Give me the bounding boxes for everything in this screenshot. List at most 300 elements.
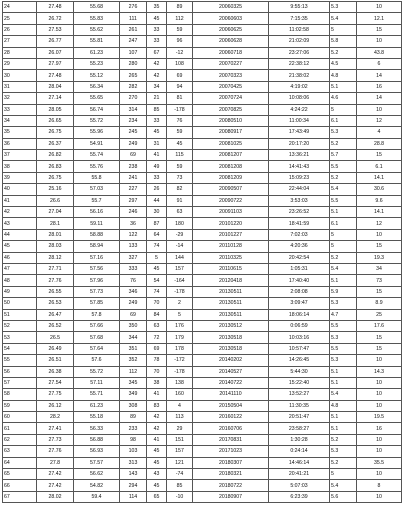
table-cell: 35	[3, 127, 37, 138]
table-cell: 26.75	[37, 172, 74, 183]
table-cell: 11:00:34	[269, 115, 330, 126]
table-cell: 91	[167, 195, 193, 206]
table-cell: 33	[147, 36, 167, 47]
table-cell: 270	[120, 93, 147, 104]
table-cell: 76	[167, 115, 193, 126]
table-cell: 20120418	[193, 275, 269, 286]
table-cell: 20171023	[193, 446, 269, 457]
table-cell: 62	[3, 434, 37, 445]
table-cell: 16	[357, 81, 402, 92]
table-cell: 282	[120, 81, 147, 92]
table-row	[3, 491, 402, 502]
table-cell: 5.5	[330, 343, 357, 354]
table-cell: 57.11	[74, 377, 120, 388]
table-cell: 33	[147, 115, 167, 126]
table-cell: 20070825	[193, 104, 269, 115]
table-cell: 5.5	[330, 195, 357, 206]
table-cell: 5.4	[330, 13, 357, 24]
table-cell: 12.1	[357, 13, 402, 24]
table-cell: 38	[147, 377, 167, 388]
table-cell: 56	[3, 366, 37, 377]
table-cell: 69	[120, 150, 147, 161]
table-cell: 15	[357, 24, 402, 35]
table-cell: 21:38:02	[269, 70, 330, 81]
table-cell: 49	[147, 161, 167, 172]
table-cell: 349	[120, 389, 147, 400]
table-cell: 39	[3, 172, 37, 183]
table-cell: 5.3	[330, 355, 357, 366]
table-cell: 1:05:31	[269, 263, 330, 274]
table-cell: 30	[147, 207, 167, 218]
table-cell: 15:22:40	[269, 377, 330, 388]
table-cell: 98	[120, 434, 147, 445]
table-row	[3, 36, 402, 47]
table-cell: 20080917	[193, 127, 269, 138]
table-cell: 96	[167, 36, 193, 47]
table-cell: 234	[120, 115, 147, 126]
table-cell: 20081208	[193, 161, 269, 172]
table-cell: 26	[3, 24, 37, 35]
table-cell: 45	[147, 480, 167, 491]
table-cell: 26.55	[37, 286, 74, 297]
table-cell: 313	[120, 457, 147, 468]
table-cell: 4:20:36	[269, 241, 330, 252]
table-cell: 294	[120, 480, 147, 491]
table-cell: 15	[357, 332, 402, 343]
table-cell: 5:07:03	[269, 480, 330, 491]
table-cell: 36	[120, 218, 147, 229]
table-cell: 20060325	[193, 2, 269, 13]
table-cell: 55.65	[74, 93, 120, 104]
table-cell: 58	[3, 389, 37, 400]
table-cell: 55.62	[74, 24, 120, 35]
table-cell: 83	[147, 400, 167, 411]
table-cell: 20150504	[193, 400, 269, 411]
table-cell: 4:24:22	[269, 104, 330, 115]
table-cell: 3:09:47	[269, 298, 330, 309]
table-cell: 114	[120, 491, 147, 502]
table-row	[3, 332, 402, 343]
table-cell: 20070227	[193, 58, 269, 69]
table-cell: 26.82	[37, 150, 74, 161]
table-cell: 42	[147, 412, 167, 423]
table-cell: 84	[147, 309, 167, 320]
table-cell: 20140527	[193, 366, 269, 377]
table-cell: 67	[147, 47, 167, 58]
table-cell: 157	[167, 263, 193, 274]
table-cell: 108	[167, 58, 193, 69]
document-page	[2, 1, 401, 512]
table-cell: 28.02	[37, 491, 74, 502]
table-cell: 26.72	[37, 13, 74, 24]
table-cell: 10	[357, 400, 402, 411]
table-cell: 115	[167, 150, 193, 161]
table-cell: 57.64	[74, 343, 120, 354]
table-cell: 57.03	[74, 184, 120, 195]
table-cell: 45	[3, 241, 37, 252]
table-cell: 59.11	[74, 218, 120, 229]
table-cell: 280	[120, 58, 147, 69]
table-cell: 44	[3, 229, 37, 240]
table-cell: 20090507	[193, 184, 269, 195]
table-cell: 2:08:08	[269, 286, 330, 297]
table-cell: 5.3	[330, 2, 357, 13]
table-cell: 20:42:54	[269, 252, 330, 263]
table-cell: 241	[120, 172, 147, 183]
table-cell: 233	[120, 423, 147, 434]
table-cell: 5.3	[330, 298, 357, 309]
table-cell: 5.2	[330, 434, 357, 445]
table-cell: 43	[3, 218, 37, 229]
table-cell: 55	[3, 355, 37, 366]
table-cell: 20060603	[193, 13, 269, 24]
table-cell: 122	[120, 229, 147, 240]
table-cell: 27.41	[37, 423, 74, 434]
table-row	[3, 343, 402, 354]
table-row	[3, 263, 402, 274]
table-body	[3, 2, 402, 503]
table-cell: 314	[120, 104, 147, 115]
table-cell: 5	[330, 24, 357, 35]
table-cell: 5.9	[330, 286, 357, 297]
table-cell: 58.88	[74, 229, 120, 240]
table-cell: 5.6	[330, 491, 357, 502]
table-cell: 41	[3, 195, 37, 206]
table-row	[3, 241, 402, 252]
table-row	[3, 150, 402, 161]
table-cell: 308	[120, 400, 147, 411]
table-cell: 5.4	[330, 480, 357, 491]
table-cell: 5.1	[330, 423, 357, 434]
table-cell: 20110615	[193, 263, 269, 274]
table-cell: 55.8	[74, 172, 120, 183]
table-cell: 20180307	[193, 457, 269, 468]
table-cell: 5.2	[330, 457, 357, 468]
table-cell: 27.76	[37, 275, 74, 286]
table-row	[3, 127, 402, 138]
table-cell: 41	[147, 434, 167, 445]
table-cell: -164	[167, 275, 193, 286]
table-row	[3, 13, 402, 24]
table-cell: 55.23	[74, 58, 120, 69]
table-cell: 61	[3, 423, 37, 434]
table-cell: 42	[147, 423, 167, 434]
table-row	[3, 366, 402, 377]
table-row	[3, 93, 402, 104]
table-cell: 5	[330, 229, 357, 240]
table-cell: 57.68	[74, 332, 120, 343]
table-cell: -172	[167, 355, 193, 366]
table-cell: 10	[357, 377, 402, 388]
table-cell: 57	[3, 377, 37, 388]
table-cell: 10	[357, 104, 402, 115]
table-cell: 72	[147, 332, 167, 343]
table-cell: 67	[3, 491, 37, 502]
table-cell: 10	[357, 36, 402, 47]
table-cell: 16	[357, 423, 402, 434]
table-cell: 63	[3, 446, 37, 457]
table-cell: 85	[167, 480, 193, 491]
table-cell: 10	[357, 469, 402, 480]
table-cell: 333	[120, 263, 147, 274]
table-cell: 111	[120, 13, 147, 24]
table-cell: 1:30:28	[269, 434, 330, 445]
table-cell: 5.5	[330, 161, 357, 172]
table-cell: 89	[120, 412, 147, 423]
table-cell: 5	[330, 104, 357, 115]
table-row	[3, 218, 402, 229]
table-cell: 33	[147, 172, 167, 183]
table-cell: 20180722	[193, 480, 269, 491]
table-row	[3, 172, 402, 183]
table-cell: 27.04	[37, 207, 74, 218]
table-row	[3, 412, 402, 423]
table-cell: 112	[120, 366, 147, 377]
table-cell: 85	[147, 104, 167, 115]
table-cell: 59	[167, 161, 193, 172]
table-cell: 5.1	[330, 377, 357, 388]
table-row	[3, 138, 402, 149]
table-cell: 21	[147, 93, 167, 104]
table-cell: 29	[167, 423, 193, 434]
table-cell: 27.42	[37, 480, 74, 491]
table-cell: 30	[3, 70, 37, 81]
table-cell: 20090722	[193, 195, 269, 206]
table-cell: 15	[357, 343, 402, 354]
table-cell: 4.8	[330, 70, 357, 81]
earthquake-data-table	[2, 1, 402, 503]
table-cell: 23:26:52	[269, 207, 330, 218]
table-cell: 54.91	[74, 138, 120, 149]
table-cell: 20140202	[193, 355, 269, 366]
table-cell: 3:53:03	[269, 195, 330, 206]
table-cell: 2	[167, 298, 193, 309]
table-cell: 28.8	[357, 138, 402, 149]
table-cell: 20130512	[193, 320, 269, 331]
table-cell: 56.88	[74, 434, 120, 445]
table-cell: 55.81	[74, 36, 120, 47]
table-cell: 26.12	[37, 400, 74, 411]
table-cell: 53	[3, 332, 37, 343]
table-cell: 52	[3, 320, 37, 331]
table-cell: 121	[167, 457, 193, 468]
table-cell: 15	[357, 241, 402, 252]
table-cell: 20070323	[193, 70, 269, 81]
table-cell: 14.3	[357, 366, 402, 377]
table-cell: 73	[167, 172, 193, 183]
table-cell: 76	[120, 275, 147, 286]
table-cell: 27.8	[37, 457, 74, 468]
table-cell: 20130511	[193, 298, 269, 309]
table-cell: 297	[120, 195, 147, 206]
table-cell: 42	[147, 70, 167, 81]
table-cell: 4.6	[330, 93, 357, 104]
table-cell: 22:38:12	[269, 58, 330, 69]
table-cell: 249	[120, 298, 147, 309]
table-cell: 45	[147, 263, 167, 274]
table-cell: 60	[3, 412, 37, 423]
table-cell: 26.6	[37, 195, 74, 206]
table-cell: 14:41:43	[269, 161, 330, 172]
table-cell: 63	[147, 320, 167, 331]
table-cell: 5.3	[330, 446, 357, 457]
table-cell: 6.1	[330, 218, 357, 229]
table-row	[3, 446, 402, 457]
table-cell: 5.7	[330, 150, 357, 161]
table-cell: 57.96	[74, 275, 120, 286]
table-cell: 26.83	[37, 161, 74, 172]
table-cell: 180	[167, 218, 193, 229]
table-cell: 351	[120, 343, 147, 354]
table-cell: 34	[357, 263, 402, 274]
table-cell: 10	[357, 491, 402, 502]
table-cell: 10:57:47	[269, 343, 330, 354]
table-cell: 10	[357, 446, 402, 457]
table-cell: 66	[3, 480, 37, 491]
table-cell: 57.6	[74, 355, 120, 366]
table-row	[3, 161, 402, 172]
table-cell: 28.12	[37, 252, 74, 263]
table-cell: 20080510	[193, 115, 269, 126]
table-cell: 81	[167, 93, 193, 104]
table-cell: 160	[167, 389, 193, 400]
table-cell: 5.1	[330, 412, 357, 423]
table-cell: 138	[167, 377, 193, 388]
table-cell: 20160706	[193, 423, 269, 434]
table-cell: 5.3	[330, 127, 357, 138]
table-cell: 5	[167, 309, 193, 320]
table-cell: 42	[147, 58, 167, 69]
table-cell: 20160122	[193, 412, 269, 423]
table-cell: 14:46:14	[269, 457, 330, 468]
table-cell: 5.8	[330, 36, 357, 47]
table-cell: 20:41:21	[269, 469, 330, 480]
table-cell: -29	[167, 229, 193, 240]
table-cell: 14:26:45	[269, 355, 330, 366]
table-cell: 20130518	[193, 332, 269, 343]
table-cell: 40	[3, 184, 37, 195]
table-row	[3, 2, 402, 13]
table-row	[3, 286, 402, 297]
table-row	[3, 104, 402, 115]
table-cell: 55.74	[74, 150, 120, 161]
table-cell: 5.1	[330, 81, 357, 92]
table-cell: 56.16	[74, 207, 120, 218]
table-cell: 57.56	[74, 263, 120, 274]
table-cell: 6:23:39	[269, 491, 330, 502]
table-cell: 55.72	[74, 115, 120, 126]
table-cell: 25.16	[37, 184, 74, 195]
table-cell: 5	[147, 252, 167, 263]
table-cell: 5.2	[330, 172, 357, 183]
table-cell: 27.48	[37, 2, 74, 13]
table-row	[3, 24, 402, 35]
table-cell: 20060718	[193, 47, 269, 58]
table-cell: -178	[167, 104, 193, 115]
table-cell: 157	[167, 446, 193, 457]
table-cell: 64	[147, 229, 167, 240]
table-cell: 55.83	[74, 13, 120, 24]
table-cell: 55.96	[74, 127, 120, 138]
table-cell: 25	[357, 309, 402, 320]
table-cell: 26.52	[37, 320, 74, 331]
table-cell: 45	[147, 13, 167, 24]
table-cell: 227	[120, 184, 147, 195]
table-cell: 82	[167, 184, 193, 195]
table-cell: 20070425	[193, 81, 269, 92]
table-cell: -74	[167, 469, 193, 480]
table-cell: 59.4	[74, 491, 120, 502]
table-cell: 27.71	[37, 263, 74, 274]
table-cell: 57.8	[74, 309, 120, 320]
table-cell: 59	[167, 127, 193, 138]
table-cell: 276	[120, 2, 147, 13]
table-row	[3, 115, 402, 126]
table-cell: 41	[147, 389, 167, 400]
table-cell: 26.77	[37, 36, 74, 47]
table-cell: 87	[147, 218, 167, 229]
table-cell: 11:02:58	[269, 24, 330, 35]
table-cell: -178	[167, 366, 193, 377]
table-cell: 107	[120, 47, 147, 58]
table-cell: 28.2	[37, 412, 74, 423]
table-cell: 20070724	[193, 93, 269, 104]
table-row	[3, 355, 402, 366]
table-cell: 345	[120, 377, 147, 388]
table-cell: 43	[147, 469, 167, 480]
table-cell: 37	[3, 150, 37, 161]
table-cell: 26.37	[37, 138, 74, 149]
table-cell: 56.62	[74, 469, 120, 480]
table-cell: 26.49	[37, 343, 74, 354]
table-cell: 32	[3, 93, 37, 104]
table-cell: 10	[357, 434, 402, 445]
table-cell: -12	[167, 47, 193, 58]
table-cell: 13:52:27	[269, 389, 330, 400]
table-cell: -14	[167, 241, 193, 252]
table-cell: 15	[357, 286, 402, 297]
table-cell: 10	[357, 389, 402, 400]
table-row	[3, 195, 402, 206]
table-cell: 9.6	[357, 195, 402, 206]
table-cell: 352	[120, 355, 147, 366]
table-row	[3, 252, 402, 263]
table-cell: 45	[167, 138, 193, 149]
table-cell: 6.1	[357, 161, 402, 172]
table-cell: 45	[147, 457, 167, 468]
table-cell: 11:30:35	[269, 400, 330, 411]
table-cell: 176	[167, 320, 193, 331]
table-cell: 346	[120, 286, 147, 297]
table-cell: 30.6	[357, 184, 402, 195]
table-cell: 20130511	[193, 286, 269, 297]
table-cell: 10	[357, 355, 402, 366]
table-cell: 47	[3, 263, 37, 274]
table-cell: 20130518	[193, 343, 269, 354]
table-cell: 8	[357, 480, 402, 491]
table-cell: 15	[357, 150, 402, 161]
table-cell: 20141110	[193, 389, 269, 400]
table-cell: 54	[3, 343, 37, 354]
table-cell: 61.23	[74, 400, 120, 411]
table-cell: 58.94	[74, 241, 120, 252]
table-cell: 94	[167, 81, 193, 92]
table-cell: 13:36:21	[269, 150, 330, 161]
table-cell: 26.65	[37, 115, 74, 126]
table-cell: 33	[3, 104, 37, 115]
table-cell: 14.1	[357, 172, 402, 183]
table-cell: 27.48	[37, 70, 74, 81]
